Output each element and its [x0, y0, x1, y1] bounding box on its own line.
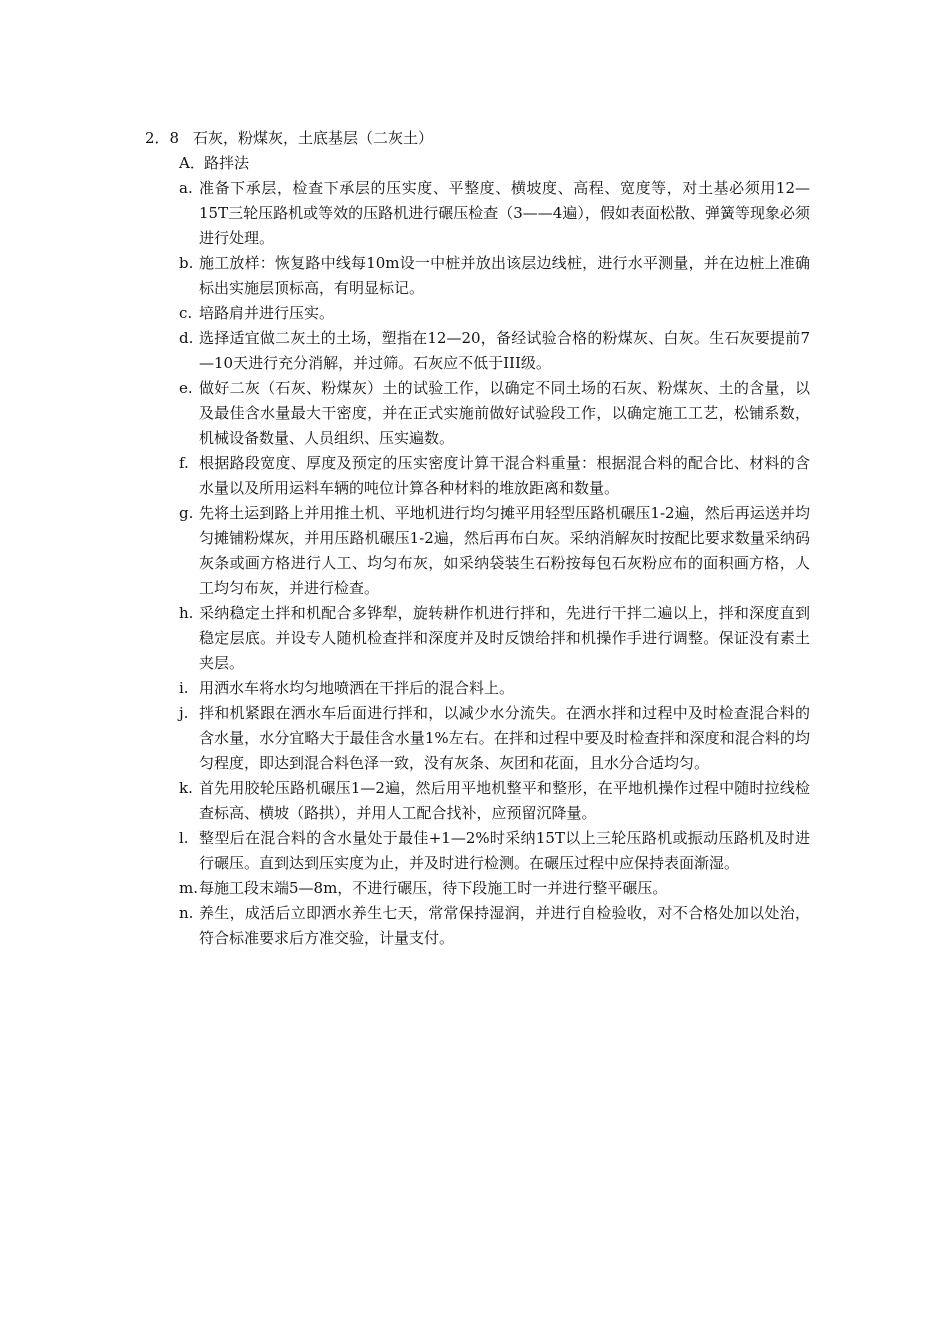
section-number: 2．8 [145, 129, 180, 147]
list-item-text: 整型后在混合料的含水量处于最佳+1—2%时采纳15T以上三轮压路机或振动压路机及时进行碾压。直到达到压实度为止，并及时进行检测。在碾压过程中应保持表面渐湿。 [199, 829, 810, 872]
list-marker: g. [179, 504, 194, 522]
list-marker: b. [179, 254, 194, 272]
list-item-n [179, 901, 810, 951]
list-item-text: 根据路段宽度、厚度及预定的压实密度计算干混合料重量：根据混合料的配合比、材料的含水量以及所用运料车辆的吨位计算各种材料的堆放距离和数量。 [199, 454, 810, 497]
list-marker: f. [179, 454, 189, 472]
list-item-d [179, 326, 810, 376]
list-item-text: 首先用胶轮压路机碾压1—2遍，然后用平地机整平和整形，在平地机操作过程中随时拉线检查标高、横坡（路拱），并用人工配合找补，应预留沉降量。 [199, 779, 810, 822]
list-marker: n. [179, 904, 194, 922]
list-item-text: 培路肩并进行压实。 [199, 304, 335, 322]
list-item-i [179, 676, 810, 701]
list-item-e [179, 376, 810, 451]
list-marker: j. [179, 704, 189, 722]
list-marker: e. [179, 379, 193, 397]
section-title: 石灰，粉煤灰，土底基层（二灰土） [193, 129, 434, 147]
list-item-text: 养生，成活后立即洒水养生七天，常常保持湿润，并进行自检验收，对不合格处加以处治，符合标准要求后方准交验，计量支付。 [199, 904, 810, 947]
list-item-a [179, 176, 810, 251]
list-item-j [179, 701, 810, 776]
list-marker: a. [179, 179, 193, 197]
list-item-text: 准备下承层，检查下承层的压实度、平整度、横坡度、高程、宽度等，对土基必须用12—15T三轮压路机或等效的压路机进行碾压检查（3——4遍），假如表面松散、弹簧等现象必须进行处理。 [199, 179, 810, 247]
list-marker: k. [179, 779, 193, 797]
subsection-heading [179, 151, 810, 176]
list-item-text: 每施工段末端5—8m，不进行碾压，待下段施工时一并进行整平碾压。 [199, 879, 668, 897]
list-item-text: 做好二灰（石灰、粉煤灰）土的试验工作，以确定不同土场的石灰、粉煤灰、土的含量，以及最佳含水量最大干密度，并在正式实施前做好试验段工作，以确定施工工艺，松铺系数，机械设备数量、人员组织、压实遍数。 [199, 379, 810, 447]
list-item-text: 施工放样：恢复路中线每10m设一中桩并放出该层边线桩，进行水平测量，并在边桩上准确标出实施层顶标高，有明显标记。 [199, 254, 810, 297]
list-item-b [179, 251, 810, 301]
section-heading [145, 126, 810, 151]
list-marker: d. [179, 329, 194, 347]
list-item-text: 先将土运到路上并用推土机、平地机进行均匀摊平用轻型压路机碾压1-2遍，然后再运送并均匀摊铺粉煤灰，并用压路机碾压1-2遍，然后再布白灰。采纳消解灰时按配比要求数量采纳码灰条或画方格进行人工、均匀布灰，如采纳袋装生石粉按每包石灰粉应布的面积画方格，人工均匀布灰，并进行检查。 [199, 504, 810, 597]
list-marker: l. [179, 829, 189, 847]
list-marker: i. [179, 679, 189, 697]
list-marker: c. [179, 304, 193, 322]
list-item-text: 拌和机紧跟在洒水车后面进行拌和，以减少水分流失。在洒水拌和过程中及时检查混合料的含水量，水分宜略大于最佳含水量1%左右。在拌和过程中要及时检查拌和深度和混合料的均匀程度，即达到混合料色泽一致，没有灰条、灰团和花面，且水分合适均匀。 [199, 704, 810, 772]
list-marker: h. [179, 604, 194, 622]
subsection-number: A． [179, 154, 205, 172]
list-item-l [179, 826, 810, 876]
list-item-text: 用洒水车将水均匀地喷洒在干拌后的混合料上。 [199, 679, 515, 697]
list-item-h [179, 601, 810, 676]
list-item-m [179, 876, 810, 901]
list-marker: m. [179, 879, 198, 897]
document-content [145, 126, 810, 951]
list-item-c [179, 301, 810, 326]
subsection-title: 路拌法 [204, 154, 250, 172]
list-item-k [179, 776, 810, 826]
list-item-text: 选择适宜做二灰土的土场，塑指在12—20，备经试验合格的粉煤灰、白灰。生石灰要提前7—10天进行充分消解，并过筛。石灰应不低于III级。 [199, 329, 810, 372]
list-item-text: 采纳稳定土拌和机配合多铧犁，旋转耕作机进行拌和，先进行干拌二遍以上，拌和深度直到稳定层底。并设专人随机检查拌和深度并及时反馈给拌和机操作手进行调整。保证没有素土夹层。 [199, 604, 810, 672]
list-item-f [179, 451, 810, 501]
list-item-g [179, 501, 810, 601]
